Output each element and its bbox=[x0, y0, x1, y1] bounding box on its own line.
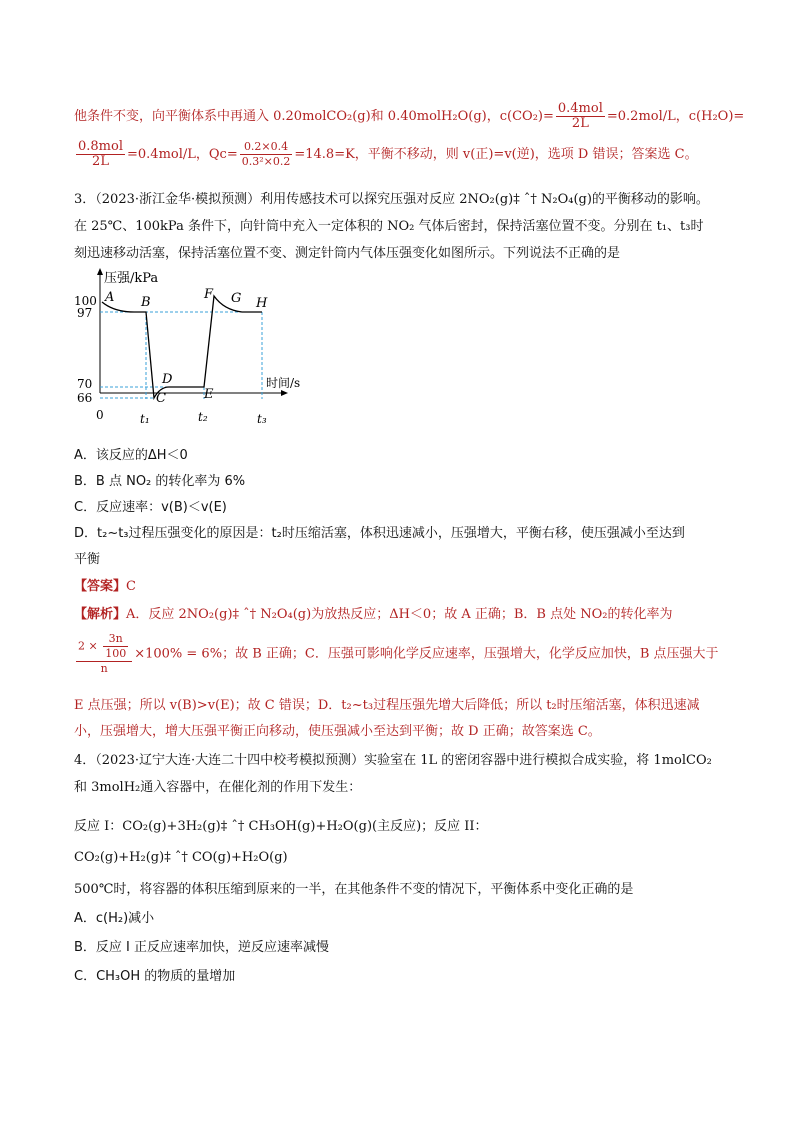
q4-stem-line-1: 4．（2023·辽宁大连·大连二十四中校考模拟预测）实验室在 1L 的密闭容器中进行模拟合成实验，将 1molCO₂ bbox=[74, 753, 712, 768]
point-label-f: F bbox=[204, 287, 214, 302]
point-label-b: B bbox=[141, 295, 151, 310]
q4-reaction-1: 反应 I：CO₂(g)+3H₂(g)‡ ˆ† CH₃OH(g)+H₂O(g)(主反应)；反应 II： bbox=[74, 819, 488, 834]
q4-stem-line-2: 和 3molH₂通入容器中，在催化剂的作用下发生： bbox=[74, 780, 362, 795]
point-label-h: H bbox=[256, 296, 268, 311]
x-tick-t2: t₂ bbox=[198, 410, 208, 424]
fraction: $\frac{0.2\times 0.4}{\text{0.3²×0.2}}$ bbox=[241, 140, 291, 168]
x-axis-label: 时间/s bbox=[266, 376, 301, 390]
point-label-c: C bbox=[156, 391, 166, 406]
x-tick-0: 0 bbox=[96, 408, 104, 422]
q3-option-a: A．该反应的ΔH＜0 bbox=[74, 448, 188, 463]
point-label-e: E bbox=[204, 387, 214, 402]
q3-stem-line-2: 在 25℃、100kPa 条件下，向针筒中充入一定体积的 NO₂ 气体后密封，保持活塞位置不变。分别在 t₁、t₃时 bbox=[74, 219, 704, 234]
q4-option-a: A．c(H₂)减小 bbox=[74, 911, 155, 926]
point-label-a: A bbox=[105, 290, 115, 305]
q3-analysis-line-4: 小，压强增大，增大压强平衡正向移动，使压强减小至达到平衡；故 D 正确；故答案选 C。 bbox=[74, 724, 601, 739]
y-axis-arrow bbox=[97, 268, 103, 275]
q3-analysis-line-1 bbox=[74, 603, 672, 622]
analysis-text: ；故 B 正确；C．压强可影响化学反应速率，压强增大，化学反应加快，B 点压强大于 bbox=[222, 646, 719, 662]
x-axis-arrow bbox=[281, 390, 288, 396]
q4-stem-line-3: 500℃时，将容器的体积压缩到原来的一半，在其他条件不变的情况下，平衡体系中变化正确的是 bbox=[74, 882, 634, 897]
y-tick-70: 70 bbox=[77, 377, 93, 391]
q4-option-b: B．反应 I 正反应速率加快，逆反应速率减慢 bbox=[74, 940, 330, 955]
answer-value: C bbox=[126, 579, 136, 594]
fraction: $\frac{\text{0.8mol}}{2L}$ bbox=[78, 139, 123, 169]
analysis-label: 【解析】 bbox=[74, 607, 127, 622]
fraction: $\frac{\text{0.4mol}}{2L}$ bbox=[557, 101, 603, 131]
x-tick-t3: t₃ bbox=[257, 412, 267, 426]
q3-stem-line-3: 刻迅速移动活塞，保持活塞位置不变、测定针筒内气体压强变化如图所示。下列说法不正确的是 bbox=[74, 246, 621, 261]
point-label-d: D bbox=[162, 372, 173, 387]
point-label-g: G bbox=[231, 291, 242, 306]
analysis-text: A．反应 2NO₂(g)‡ ˆ† N₂O₄(g)为放热反应；ΔH＜0；故 A 正确；B．B 点处 NO₂的转化率为 bbox=[126, 607, 673, 622]
solution-line-1 bbox=[74, 102, 744, 131]
solution-text: =0.4mol/L，Qc= bbox=[127, 147, 238, 162]
solution-text: =14.8=K，平衡不移动，则 v(正)=v(逆)，选项 D 错误；答案选 C。 bbox=[294, 147, 698, 162]
pressure-curve bbox=[102, 296, 262, 398]
q3-option-b: B．B 点 NO₂ 的转化率为 6% bbox=[74, 474, 246, 489]
y-tick-66: 66 bbox=[77, 391, 93, 405]
q3-option-d-line-1: D．t₂~t₃过程压强变化的原因是：t₂时压缩活塞，体积迅速减小，压强增大，平衡右移，使压强减小至达到 bbox=[74, 526, 685, 541]
solution-text: 他条件不变，向平衡体系中再通入 0.20molCO₂(g)和 0.40molH₂O(g)，c(CO₂)= bbox=[74, 109, 554, 124]
q3-answer bbox=[74, 575, 136, 594]
q3-option-c: C．反应速率：v(B)＜v(E) bbox=[74, 500, 227, 515]
q4-reaction-2: CO₂(g)+H₂(g)‡ ˆ† CO(g)+H₂O(g) bbox=[74, 850, 288, 865]
conversion-fraction: 2 × $\frac{3n}{100}$ n bbox=[76, 632, 132, 676]
pressure-time-chart bbox=[74, 268, 324, 428]
solution-line-2 bbox=[74, 140, 698, 169]
solution-text: =0.2mol/L，c(H₂O)= bbox=[606, 109, 745, 124]
y-tick-100: 100 bbox=[74, 294, 97, 308]
q3-analysis-line-2 bbox=[74, 632, 719, 676]
q3-option-d-line-2: 平衡 bbox=[74, 552, 101, 567]
q3-stem-line-1: 3．（2023·浙江金华·模拟预测）利用传感技术可以探究压强对反应 2NO₂(g)‡ ˆ† N₂O₄(g)的平衡移动的影响。 bbox=[74, 192, 709, 207]
q3-analysis-line-3: E 点压强；所以 v(B)>v(E)；故 C 错误；D．t₂~t₃过程压强先增大后降低；所以 t₂时压缩活塞，体积迅速减 bbox=[74, 698, 700, 713]
analysis-frac-tail: ×100% = 6% bbox=[134, 646, 223, 662]
chart-svg bbox=[74, 268, 324, 428]
y-axis-label: 压强/kPa bbox=[104, 271, 159, 286]
y-tick-97: 97 bbox=[77, 306, 93, 320]
answer-label: 【答案】 bbox=[74, 579, 127, 594]
q4-option-c: C．CH₃OH 的物质的量增加 bbox=[74, 969, 236, 984]
x-tick-t1: t₁ bbox=[140, 412, 150, 426]
